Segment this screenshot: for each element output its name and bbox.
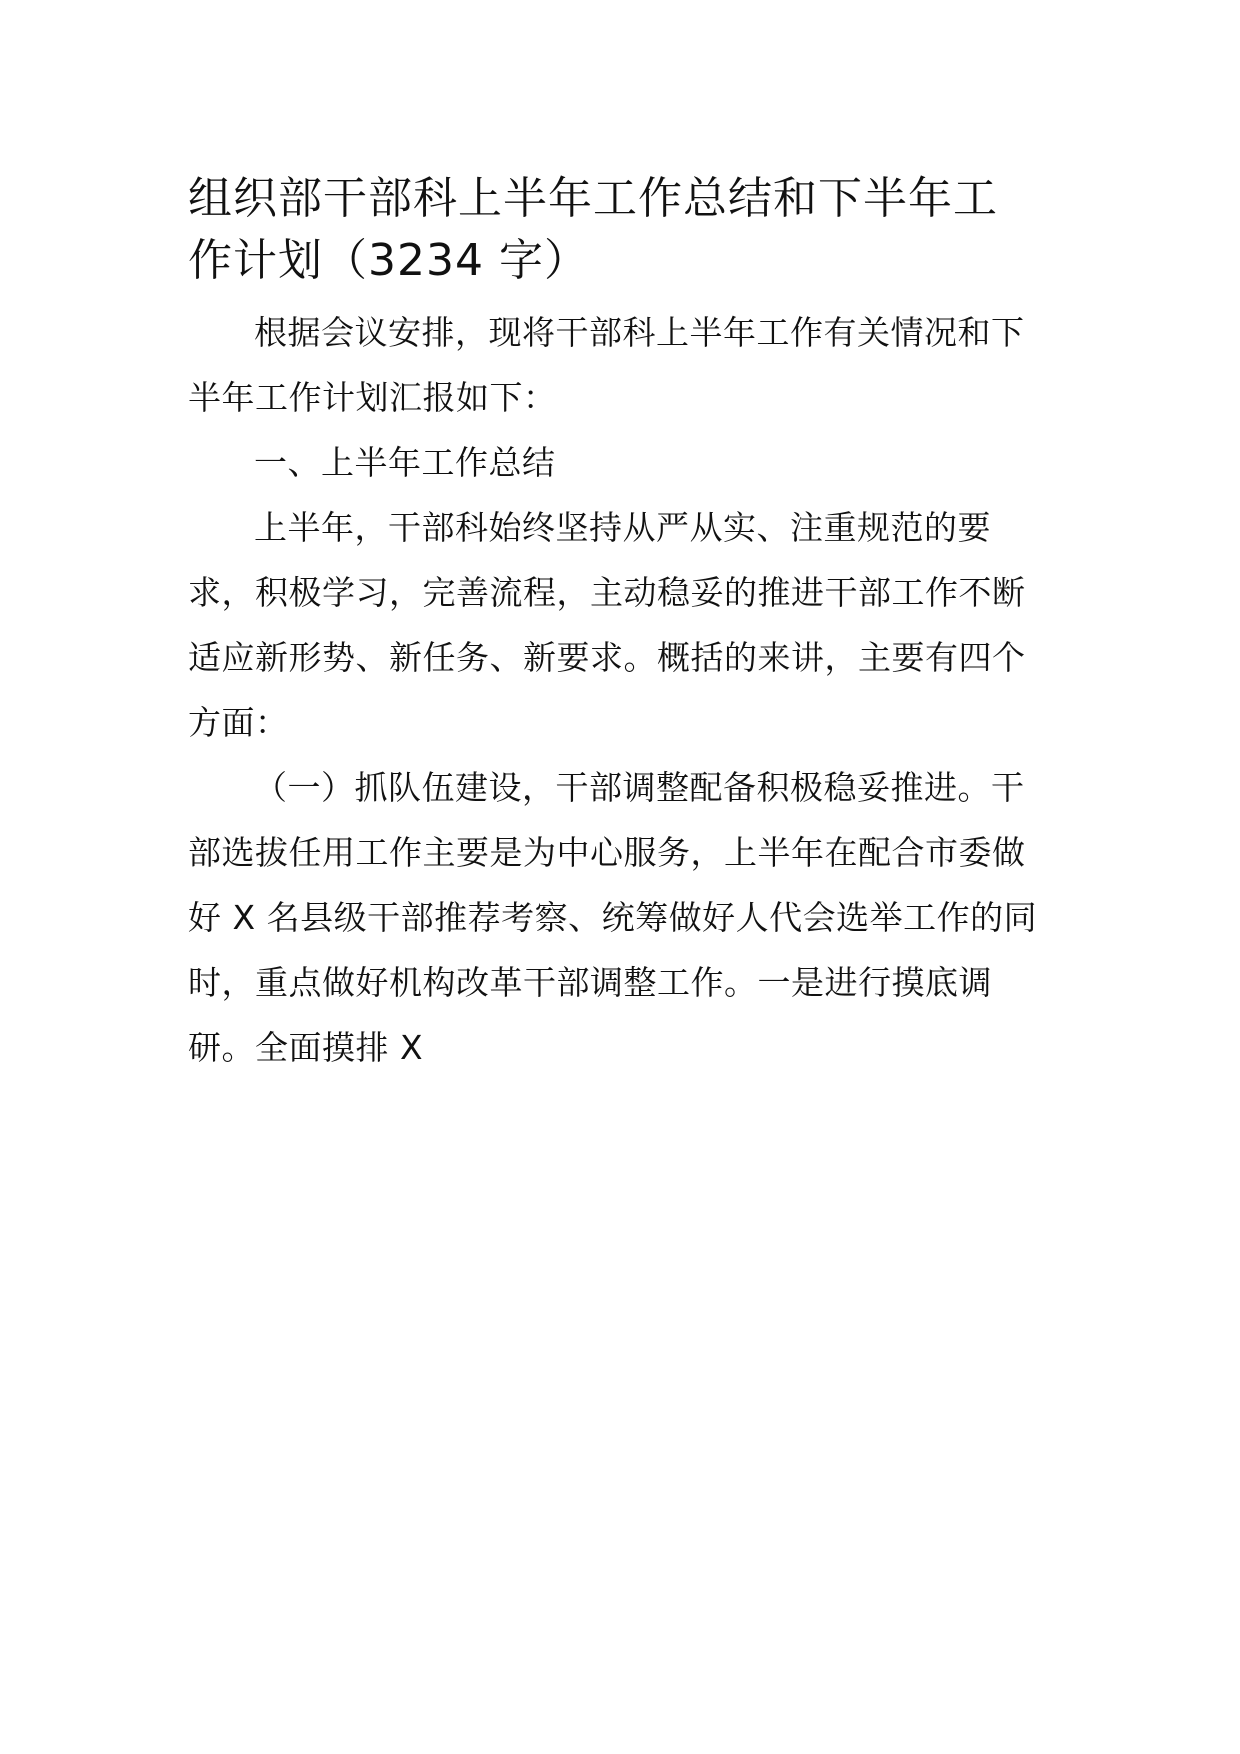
subsection-paragraph	[188, 755, 1060, 1080]
paragraph-line: 根据会议安排，现将干部科上半年工作有关情况和下	[254, 313, 1025, 352]
section-heading	[188, 430, 1060, 495]
section-heading-text: 一、上半年工作总结	[254, 443, 556, 482]
paragraph-line: 好 X 名县级干部推荐考察、统筹做好人代会选举工作的同	[188, 898, 1038, 937]
paragraph-line: 上半年，干部科始终坚持从严从实、注重规范的要	[254, 508, 991, 547]
document-body	[188, 300, 1060, 1080]
summary-paragraph	[188, 495, 1060, 755]
paragraph-line: 部选拔任用工作主要是为中心服务，上半年在配合市委做	[188, 833, 1026, 872]
intro-paragraph	[188, 300, 1060, 430]
paragraph-line: 方面：	[188, 703, 289, 742]
document-title	[188, 168, 1060, 292]
paragraph-line: （一）抓队伍建设，干部调整配备积极稳妥推进。干	[254, 768, 1025, 807]
title-line: 组织部干部科上半年工作总结和下半年工	[188, 173, 998, 224]
paragraph-line: 研。全面摸排 X	[188, 1028, 424, 1067]
document-content	[188, 168, 1060, 1080]
title-line: 作计划（3234 字）	[188, 235, 589, 286]
paragraph-line: 半年工作计划汇报如下：	[188, 378, 557, 417]
paragraph-line: 时，重点做好机构改革干部调整工作。一是进行摸底调	[188, 963, 992, 1002]
paragraph-line: 求，积极学习，完善流程，主动稳妥的推进干部工作不断	[188, 573, 1026, 612]
paragraph-line: 适应新形势、新任务、新要求。概括的来讲，主要有四个	[188, 638, 1026, 677]
